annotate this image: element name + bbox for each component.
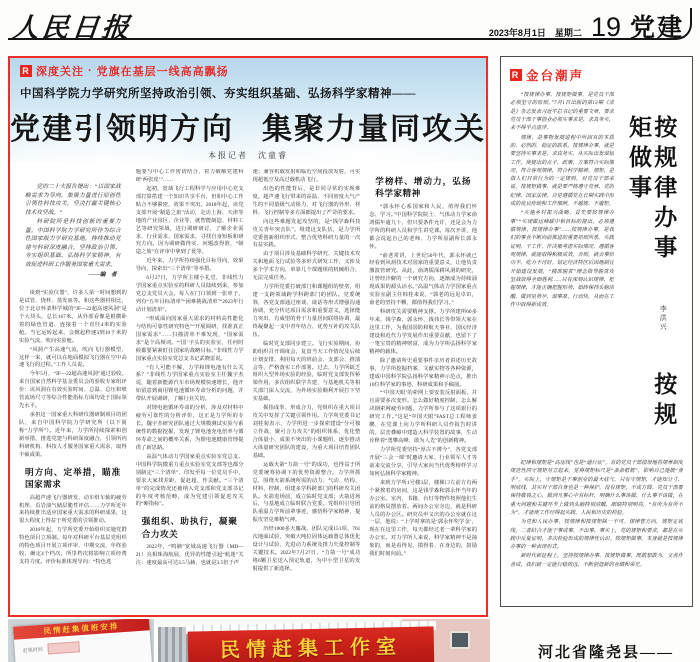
sidebar-top <box>510 91 683 453</box>
article-paragraph: “郭永怀心系国家和人民，值得我们怀念、学习。”中国科学院院士、气体动力学家俞鸿儒年逾九十，但只要条件允许，还是会为力学所的科研人员和学生讲党课。每次开讲，他都会说起自己的老师、力学所原副所长郭永怀。 <box>369 203 477 250</box>
article-paragraph: “‘中国天眼’的索网上要安装反射面板，并且需要多次变形。怎么做好精度控制，怎么解决钢索网疲劳问题，力学所参与了这项艰巨的研究工作。”这是“中国天眼”FAST总工程师姜鹏，在党课上向力学所科研人员作报告时讲的。层峦叠嶂中建造大科学装置的故事，生动诠释着“勇攀高峰、敢为人先”的创新精神。 <box>369 390 477 445</box>
sidebar-vertical-wrap <box>619 91 683 453</box>
storefront-glass <box>158 627 188 662</box>
sidebar-paragraph: 为党和人民办事，按规律和按规矩缺一不可。规律管方向，规矩定底线，二者结合才能干事成事、不出事。事实上，党的规矩和要求，都是在实践中反复证明、多次检验形成的规律性认识。按规矩做事，本身就是按规律办事的一种表现形式。 <box>510 519 683 551</box>
building-window <box>450 631 470 649</box>
article-paragraph: 承担这一国家重大科研仪器研制项目的团队，来自中国科学院力学研究所（以下简称“力学所”）。近年来，力学所持续探索和创新举措，推进党建与科研深度融合，引领所内科研机构、科技人才服务国家重大需求，取得丰硕成果。 <box>19 412 127 458</box>
main-article-box <box>8 56 488 617</box>
sidebar-vertical-headline <box>626 115 677 453</box>
article-paragraph: 起初，宽域飞行工程科学与应用中心党支部打算搭建一个知识共享平台，但和中心工作贴合不够紧密，效果不突出。2018年起，该党支部开展“制造之旅”活动，走访上海、天津等地的产业园区、企业等，就智能制造、材料工艺等研究领域，进行调研研讨，了解企业需求、行业需求、国家需求，寻找自身短板和研究方向。因为调研做得实、问题改得准，“制造之旅”在评审中拿到了优等。 <box>135 185 244 256</box>
kicker <box>20 63 476 79</box>
article-subhead: 强组织、助执行，凝聚合力攻关 <box>141 516 238 539</box>
next-article-region-title: 河北省隆尧县—— <box>538 645 675 661</box>
photo-strip <box>8 619 490 662</box>
article-paragraph: 握指成拳、形成合力，党组织在重大项目攻关中发挥了关键引领作用。力学所党委书记刘桂菊表示，力学所进一步探索建设“分可独立作战、聚可合力攻关”的组织体系，优化整合体量小、成果不突出的小课题组，逐步推动大体量研究团队的建设，为重大项目培育团队基础。 <box>252 405 361 459</box>
article-paragraph: “有人可能不解，力学和锂电池有什么关系？”非线性力学国家重点实验室主任魏宇杰说，随着新能源汽车市场规模快速增长，他开始留意到商用锂电池循环寿命分析的问题，并带队开展调研，了解行业关切。 <box>135 364 244 403</box>
section-name: 党建 <box>629 15 684 42</box>
sidebar-paragraph: 新时代新征程上，坚持按规律办事、按规矩做事，既敢想敢为，又善作善成，我们就一定能行稳致远，不断创造新的业绩和荣光。 <box>510 553 683 568</box>
r-badge-icon: R <box>511 70 521 80</box>
article-paragraph: 出色的性能背后，是非同寻常的实现难度。超声速飞行带来的高温、不同密度大气产生的不同量级气动阻力，对飞行器的外形、材料、飞行控制等多方面都提出了严苛的要求。 <box>252 185 361 216</box>
sidebar-paragraph: “按规律办事、按规矩做事，是党员干部必须坚守的原则。”7月1日出版的第13期《求是》杂志发表习近平总书记的重要文章，要求党员干部干事创业必须实事求是、求真务实，来不得半点虚浮。 <box>510 92 614 132</box>
article-overline: 中国科学院力学研究所坚持政治引领、夯实组织基础、弘扬科学家精神—— <box>20 88 416 100</box>
article-paragraph: 临时党支部同步建立。飞行实验期间，协助组织召开调度会，复盘当天工作情况及后续计划安排，利用每天的班前会、支部会、推演会等，严格落实工作部署。过去，力学所缺乏组织大型外场实验的经验，临时党支部发挥桥梁作用，多次组织联学共建，与基地机关等相关部门深入交流，为外场实验顺利开展打下坚实基础。 <box>252 340 361 403</box>
sidebar-paragraph: “实施乡村振兴战略，首先要按规律办事”“实现碳达峰碳中和目标的提出，必须遵循规律、按规律办事”……按规律办事，是我们的事业不断向前推进的重要原则所系。实践证明，干工作、作决策考虑实际情况、遵循客观规律，就能取得积极成效，否则，就会事倍功半、吃力不讨好。划定经济特区后因地制宜开始建设发展，“精准脱贫”理念指导脱贫攻坚战取得全面胜利……只有深刻认识规律、把握规律，才能正确把握形势、始终保持头脑清醒，做到见势早、谋事准、行动快，从而在工作中取得新成效。 <box>510 210 614 308</box>
article-paragraph: 6月27日，力学所主楼小礼堂，非线性力学国家重点实验室的科研人员陆续到来，参加党总支党员大会。每人在门口领到一张单子，列有“五年目标清单”“困难挑战清单”“2023年行动计划清单”。 <box>135 275 244 313</box>
r-badge-icon: R <box>20 65 32 77</box>
article-paragraph: 对锂电池循环寿命的分析，涉及对材料中疲劳可靠性的分析评价，这正是力学所的专长。魏宇杰研究团队通过大规模测试实验与系统性的数据挖掘，发现了锂电池充电倍率与循环寿命之间的概率关系，为锂电池健康管理提供了新思路。 <box>135 405 244 451</box>
kicker-separator: · <box>88 65 93 77</box>
article-header-sky <box>10 58 486 162</box>
sidebar-paragraph: 纪律和规矩是“高压线”也是“通行证”。有的党员干部错误地将规章制度规范性同守规矩对立起来，觉得规矩标尺是“条条框框”，影响自己施展“身手”。实际上，守规矩是干事创业的最大底气。只有守规矩，才能知分寸、明底线，其实对干部自身也是一种保护。没有规矩，不成方圆。党员干部要保持敬畏之心，做到凡事心中有标杆，明确什么事该做、什么事不该做，在重大问题和关键环节上做到头脑特别清醒、眼睛特别明亮，“有所为有所不为”，才能使工作经得起实践、人民和历史的检验。 <box>510 460 683 516</box>
kicker-label: 深度关注 <box>36 66 84 78</box>
workstation-sign: 民情赶集工作室 <box>188 626 435 662</box>
article-paragraph: 历经1000多天鏖战，团队完成151项、761次地面试验，突破大吨位固体运载器总体优化设计与试验、先进动力系统及推力矢量控制等关键技术。2022年7月27日，“力箭一号”成功将6颗卫星送入预定轨道，为中小型卫星的发射提供了新选择。 <box>252 526 361 572</box>
article-paragraph: 今年5月，“JF—22超高速风洞”通过验收。来自国家自然科学基金委员会的验收专家组评价：该风洞在有效实验时间、总温、总压和喷管流场尺寸等综合性能指标方面均处于国际领先水平。 <box>19 371 127 410</box>
sidebar-text-top <box>510 91 614 453</box>
duty-board-label: 赶集时间 <box>22 647 43 655</box>
article-paragraph: 向这些难题发起攻坚的，是“钱学森科技攻关青年突击队”。组建这支队伍，是力学所党委创新组织形式、整合优势科研力量的一次有益实践。 <box>252 218 361 249</box>
article-column <box>136 169 244 613</box>
article-paragraph: “风洞产生高速气流，吹向飞行器模型，这样一来，就可以在地面模拟飞行器在空中高速飞行的过程。”工作人员说。 <box>19 346 127 369</box>
article-column <box>369 169 477 613</box>
article-paragraph: 谈到“实验仪器”，许多人第一时间想到的是试管、烧杯、蒸发皿等。和这些器材相比，位于北京怀柔科学城的“JF—22超高速风洞”是个大块头，总长167米。从外部看像是根横卧着的绿色管道，连接着一个直径4米的实验舱。当它运转起来，会掀起秒速3到10千米的实验气流，吹向实验舱。 <box>19 290 127 344</box>
article-paragraph: 来到力学所1号楼3层，楼梯口左前方有两个紧挨着的房间，这是钱学森和郭永怀当年的办公室。室内，书籍、台灯等物件按照他们生前的格局摆放着。两间办公室旁边，就是科研人员的办公区。研究员申义庆的办公室就在这一层，他说：“上学时拿的是‘郭永怀奖学金’，现在在这里工作，每天都经过老一辈科学家的办公室。对力学所人来说，科学家精神不是抽象的，而是看得见、摸得着、在身边的，鼓励我们时刻向前。” <box>369 479 477 558</box>
article-paragraph: 运载火箭“力箭一号”的成功，也得益于所党委统筹协调下的优势资源整合。力学所抓总，围绕火箭系统所需的动力、气动、结构、材料、控制，组建多学科跨部门的科研攻关团队。火箭进场前，成立临时党支部；火箭进场后，与基地成立临时联合党委。党组织引导团队重温力学所前辈事迹，感悟科学家精神，提振攻坚克难精气神。 <box>252 461 361 524</box>
article-paragraph: 除了邀请所史重要事件亲历者讲述历史故事，力学所挖掘档案、文献实物等各种资源，建成中国科学院弘扬科学家精神示范点，推出10位科学家的事迹、科研成果和手稿展。 <box>369 357 477 388</box>
photo-duty-board <box>8 619 154 662</box>
page-number: 19 <box>590 12 621 42</box>
article-paragraph: 速；兼容机载发射和临近空间投放发射，可实现超低空及高过载机动飞行。 <box>252 169 361 183</box>
article-paragraph: 题要与中心工作密切结合，着力破解党建科研‘两张皮’”…… <box>135 169 244 183</box>
sidebar-author: 李洪兴 <box>659 305 668 332</box>
article-subhead: 明方向、定举措，瞄准国家需求 <box>25 466 121 490</box>
article-paragraph: “形成面向国家重大需求的材料高性能化与结构可靠性研究特色”“开展调研，找准真正国家需求”……扫描清单不难发现，“国家需求”是个高频词。“‘国’字头的实验室，任何时候都要紧紧盯住国家的战略目标。”非线性力学国家重点实验室党总支书记武晓雷说。 <box>135 315 244 362</box>
article-paragraph: 2016年起，力学所党委开始组织实施党群特色项目立项制。每年对科研平台基层党组织的特色项目开展立项评审、中期交流、年终验收，确定4个档次，所里档次将影响立项经费支持力度。评价标准体现导向：“特色选 <box>19 527 127 566</box>
headline-right: 集聚力量同攻关 <box>262 113 486 146</box>
sidebar-jintai-box <box>500 56 693 607</box>
sidebar-paragraph: 规律，是事物发展进程中所固有的本质的、必然的、稳定的联系。按规律办事，就是要坚持实事求是、求真务实，从实际出发谋划工作，使提出的点子、政策、方案符合实际情况、符合客观规律、符合科学精神。规矩，是指人们日常行为的一定规则。对党员干部来说，按规矩做事，就是要严格遵守党章、党的纪律、国家法律，自觉遵循党在长期实践中形成的优良传统和工作惯例，不越规、不逾矩。 <box>510 134 614 208</box>
article-paragraph: 力学所党委坚持“厚古不薄今”，各党支部开展“三会一课”时邀请大家、行业领军人才等前来交流分享，引导大家向当代优秀榜样学习如何弘扬科学家精神。 <box>369 447 477 477</box>
issue-date: 2023年8月1日 星期二 <box>488 28 582 38</box>
article-paragraph: 近年来，力学所持续强化目标导向、效果导向，探索出“三个清单”等举措。 <box>135 258 244 273</box>
editor-note: 党的二十大报告提出：“以国家战略需求为导向，集聚力量进行原创性引领性科技攻关，坚决打赢关键核心技术攻坚战。” <box>25 184 121 216</box>
editor-note: ——编 者 <box>88 272 117 279</box>
article-column <box>19 169 127 613</box>
article-columns <box>10 162 486 617</box>
photo-workstation-storefront <box>158 619 490 662</box>
article-paragraph: 科研攻关需要精神支撑。力学所建所60多年来，钱学森、郭永怀、钱伟长等带领大家在这里工作，为我国国防和航天事业、国民经济建设和近代力学发展作出重要贡献，也留下了一笔宝贵的精神财富，成为力学所弘扬科学家精神的载体。 <box>369 309 477 355</box>
sidebar-header <box>510 66 683 84</box>
kicker-subtitle: 党旗在基层一线高高飘扬 <box>96 66 229 78</box>
article-paragraph: 由于项目涉及基础科学研究、关键技术攻关和地面飞行试验等多形式研发工作，又涉及多个学术方向，单靠几个课题组的机械组合，无法完成任务。 <box>252 251 361 282</box>
duty-board-banner: 民情赶集值班安排 <box>13 619 150 640</box>
article-subhead: 学榜样、增动力，弘扬科学家精神 <box>375 176 471 199</box>
article-paragraph: 高超声速飞行器研发、动车组车轴的疲劳机理、页岩油气储层脆性评估……力学所近年来持续推出适应国家重大需求的科研成果，这很大程度上得益于所党委的引领推动。 <box>19 494 127 525</box>
article-paragraph: 2022年，“鸣镝”宽域高速飞行器（MD—21）亮相珠海航展，优异的性能引起“航迷”关注：速度最高可达3.5马赫，也就是3.5倍于声 <box>135 544 244 567</box>
duty-board-cell <box>47 641 80 654</box>
article-headline <box>10 104 486 148</box>
article-paragraph: 高温气体动力学国家重点实验室党总支、中国科学院微重力重点实验室党支部等也都分别制定“三个清单”，印发至每一位党员手中，要求大家找差距、促赶超、作贡献。“三个清单”的完成情况还被纳入党支部和党支部书记的年度考核范畴，成为党建引领促进攻关的“硬指标”。 <box>135 453 244 508</box>
article-paragraph: “俞老常讲，上世纪50年代，郭永怀就已经看到风洞技术对国家的重要意义，让他负责激波管研究。从此，俞鸿儒深耕风洞的研究，让曾经冷僻的一个研究方向，逐渐成为持续涌现成果的源头活水。”高温气体动力学国家重点实验室副主任韩桂来说，“郭老的远见卓识，俞老的坚持不懈，都值得我们学习。” <box>369 252 477 307</box>
vertical-title-part1: 按规律办事 <box>650 115 678 265</box>
newspaper-logo: 人民日报 <box>10 13 134 43</box>
duty-board <box>13 619 153 662</box>
article-column <box>253 169 361 613</box>
sidebar-text-bottom <box>510 459 683 607</box>
masthead-right <box>489 8 684 44</box>
article-paragraph: 力学所党委打破部门和课题组的壁垒，组建一支跨领域跨学科跨部门的团队。党委统筹，各党支部通过座谈、谈话等形式增强沟通协调，充分传达项目需求和重要意义，选择能力突出、有威望的骨干力量居间联络协调，最终凝聚起一支中青年结合、优势互补的攻关队伍。 <box>252 284 361 338</box>
vertical-title-part2: 按规矩做事 <box>625 115 678 432</box>
headline-left: 党建引领明方向 <box>10 113 234 146</box>
editor-note: 科研院所是科技创新的重要力量。中国科学院力学研究所作为综合性国家级力学研究基地，持续推动党建与科研深度融合，坚持政治引领、夯实组织基础、弘扬科学家精神，有效促进科研工作服务国家重大需求。 <box>25 219 121 268</box>
sidebar-column-title: 金台潮声 <box>526 69 585 83</box>
article-byline: 本报记者 沈童睿 <box>208 151 288 160</box>
